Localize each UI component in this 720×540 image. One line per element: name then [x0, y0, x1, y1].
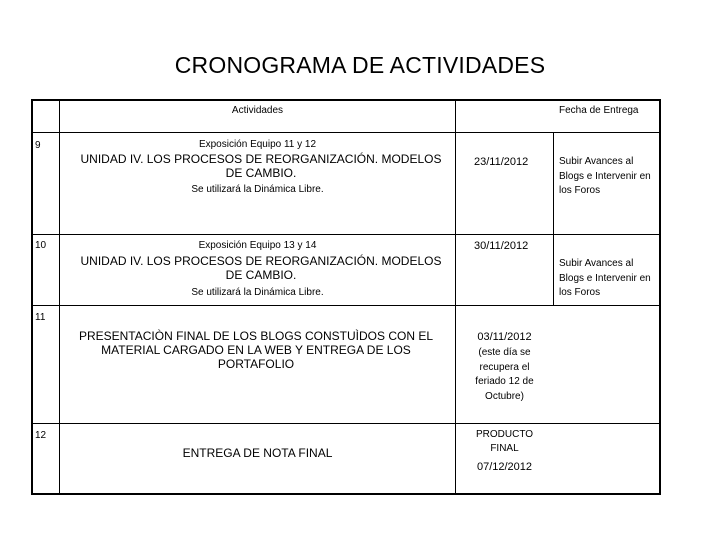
row-number: 10	[35, 240, 47, 251]
row-team: Exposición Equipo 13 y 14	[198, 240, 317, 251]
column-divider-partial	[553, 132, 554, 306]
row-team: Exposición Equipo 11 y 12	[198, 139, 317, 150]
table-border-right	[659, 99, 661, 495]
row-divider	[31, 305, 660, 306]
table-border-left	[31, 99, 33, 495]
row-divider	[31, 234, 660, 235]
row-date-note: (este día se recupera el feriado 12 de Octubre)	[475, 347, 534, 402]
row-date: 07/12/2012	[476, 461, 533, 473]
row-topic: UNIDAD IV. LOS PROCESOS DE REORGANIZACIÓN. MODELOS DE CAMBIO.	[80, 254, 442, 282]
page-title: CRONOGRAMA DE ACTIVIDADES	[174, 52, 546, 78]
row-date-label: PRODUCTO FINAL	[476, 429, 534, 454]
table-header-divider	[31, 132, 660, 133]
row-note: Subir Avances al Blogs e Intervenir en los Foros	[559, 156, 651, 196]
header-deadline: Fecha de Entrega	[559, 105, 639, 116]
row-method: Se utilizará la Dinámica Libre.	[191, 287, 324, 298]
table-border-bottom	[31, 493, 660, 495]
row-topic: ENTREGA DE NOTA FINAL	[182, 446, 333, 460]
row-topic: UNIDAD IV. LOS PROCESOS DE REORGANIZACIÓN. MODELOS DE CAMBIO.	[80, 152, 442, 180]
row-date: 23/11/2012	[474, 156, 529, 168]
row-divider	[31, 423, 660, 424]
row-number: 9	[35, 140, 41, 151]
row-date: 30/11/2012	[474, 240, 529, 252]
table-border-top	[31, 99, 660, 101]
row-date: 03/11/2012	[477, 331, 532, 343]
column-divider	[455, 99, 456, 495]
row-method: Se utilizará la Dinámica Libre.	[191, 184, 324, 195]
row-number: 11	[35, 312, 46, 323]
row-topic: PRESENTACIÒN FINAL DE LOS BLOGS CONSTUÌDOS CON EL MATERIAL CARGADO EN LA WEB Y ENTREGA DE LOS PORTAFOLIO	[78, 329, 434, 371]
row-number: 12	[35, 430, 47, 441]
header-activities: Actividades	[231, 105, 284, 116]
row-note: Subir Avances al Blogs e Intervenir en los Foros	[559, 258, 651, 298]
